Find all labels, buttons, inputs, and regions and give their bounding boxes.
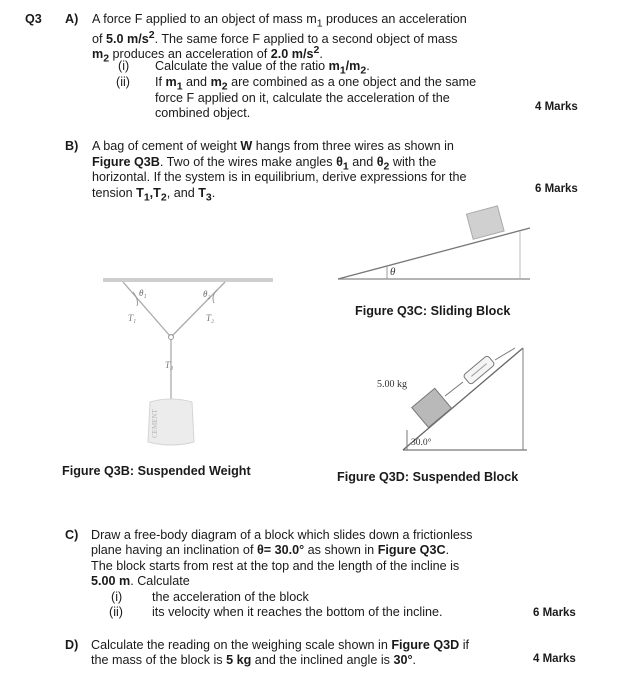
text-bold: T	[198, 186, 206, 200]
text: plane having an inclination of	[91, 543, 257, 557]
figure-q3c	[330, 195, 560, 290]
figure-q3d-caption: Figure Q3D: Suspended Block	[337, 470, 519, 484]
text: Calculate the value of the ratio	[155, 59, 329, 73]
cement-bag-label: CEMENT	[151, 409, 159, 438]
text: A bag of cement of weight	[92, 139, 241, 153]
figure-q3b	[95, 270, 280, 455]
part-c-line2	[91, 543, 449, 559]
sub: 2	[383, 160, 390, 173]
part-c-line3: The block starts from rest at the top and the length of the incline is	[91, 559, 460, 573]
text: .	[445, 543, 450, 557]
text-bold: T	[136, 186, 144, 200]
text-bold: W	[240, 139, 253, 153]
text: Calculate the reading on the weighing scale shown in	[91, 638, 392, 652]
text: .	[319, 47, 323, 62]
text: .	[211, 186, 216, 200]
arc-theta2	[213, 290, 217, 303]
part-b-line1	[92, 139, 454, 155]
text: and	[348, 155, 377, 169]
mass-label: 5.00 kg	[377, 379, 407, 390]
sub: 1	[176, 80, 183, 93]
sub: 1	[339, 64, 346, 77]
part-d-label: D)	[65, 638, 79, 652]
text: with the	[389, 155, 437, 169]
ceiling	[103, 278, 273, 282]
string	[445, 382, 463, 396]
part-a-ii-label: (ii)	[116, 75, 130, 89]
part-a-label: A)	[65, 12, 79, 26]
text: and	[182, 75, 211, 89]
sub: 2	[360, 64, 367, 77]
text: . The same force F applied to a second object of mass	[154, 32, 458, 47]
text-bold: Figure Q3C	[377, 543, 446, 557]
angle-label: 30.0°	[411, 438, 432, 448]
theta2-label: θ₂	[203, 289, 211, 299]
text-bold: m	[210, 75, 222, 89]
text-bold: Figure Q3D	[391, 638, 460, 652]
t2-label: T₂	[206, 313, 215, 323]
text-bold: 2.0 m/s	[270, 47, 314, 62]
text-bold: m	[92, 47, 104, 62]
t1-label: T₁	[128, 313, 137, 323]
text: .	[366, 59, 370, 73]
part-c-line1: Draw a free-body diagram of a block which slides down a frictionless	[91, 528, 473, 542]
sub: 3	[205, 191, 212, 204]
theta1-label: θ₁	[139, 288, 147, 298]
text: are combined as a one object and the same	[227, 75, 477, 89]
text-bold: θ	[376, 155, 384, 169]
figure-q3c-caption: Figure Q3C: Sliding Block	[355, 304, 511, 318]
sub: 2	[103, 52, 110, 65]
part-c-ii-label: (ii)	[109, 605, 123, 619]
part-c-line4	[91, 574, 190, 590]
part-a-ii-line3: combined object.	[155, 106, 251, 120]
text-bold: /m	[345, 59, 361, 73]
t3-label: T₃	[165, 360, 174, 370]
weighing-scale	[463, 355, 495, 385]
text: tension	[92, 186, 137, 200]
part-a-i-label: (i)	[118, 59, 130, 73]
block	[412, 388, 452, 427]
part-c-label: C)	[65, 528, 79, 542]
sup: 2	[313, 44, 320, 56]
text: and the inclined angle is	[251, 653, 394, 667]
part-c-marks: 6 Marks	[533, 607, 576, 619]
sup: 2	[148, 29, 155, 41]
sliding-block	[466, 206, 504, 239]
text: . Two of the wires make angles	[159, 155, 337, 169]
sub: 2	[221, 80, 228, 93]
text: produces an acceleration	[322, 12, 467, 26]
figure-q3b-caption: Figure Q3B: Suspended Weight	[62, 464, 251, 478]
part-b-line3: horizontal. If the system is in equilibrium, derive expressions for the	[92, 170, 467, 184]
knot	[169, 335, 174, 340]
part-b-marks: 6 Marks	[535, 183, 578, 195]
question-number: Q3	[25, 12, 42, 26]
part-d-line1	[91, 638, 469, 654]
text: produces an acceleration of	[109, 47, 271, 62]
part-b-label: B)	[65, 139, 79, 153]
text-bold: 5.00 m	[91, 574, 131, 588]
text: if	[459, 638, 470, 652]
incline-line	[403, 348, 523, 450]
text: hangs from three wires as shown in	[252, 139, 454, 153]
part-a-ii-line2: force F applied on it, calculate the acceleration of the	[155, 91, 450, 105]
text-bold: m	[328, 59, 340, 73]
text: A force F applied to an object of mass m	[92, 12, 317, 26]
sub: 2	[160, 191, 167, 204]
text-bold: θ	[336, 155, 343, 169]
text-bold: 5.0 m/s	[106, 32, 149, 47]
text: . Calculate	[130, 574, 190, 588]
text: .	[412, 653, 416, 667]
part-d-marks: 4 Marks	[533, 653, 576, 665]
text-bold: 5 kg	[226, 653, 252, 667]
part-d-line2	[91, 653, 416, 669]
sub: 1	[143, 191, 150, 204]
text: If	[155, 75, 166, 89]
text-bold: 30°	[393, 653, 413, 667]
part-a-marks: 4 Marks	[535, 101, 578, 113]
text-bold: ,	[149, 186, 154, 200]
sub: 1	[316, 17, 323, 30]
text-bold: θ= 30.0°	[256, 543, 305, 557]
text: the mass of the block is	[91, 653, 227, 667]
text-bold: Figure Q3B	[92, 155, 160, 169]
incline-line	[338, 228, 530, 279]
text-bold: T	[153, 186, 161, 200]
part-c-ii-text: its velocity when it reaches the bottom of the incline.	[152, 605, 443, 619]
text: as shown in	[304, 543, 378, 557]
figure-q3d	[355, 338, 535, 458]
text-bold: m	[165, 75, 177, 89]
text: of	[92, 32, 107, 47]
part-b-line4	[92, 186, 215, 206]
text: , and	[166, 186, 199, 200]
sub: 1	[342, 160, 349, 173]
part-c-i-text: the acceleration of the block	[152, 590, 309, 604]
theta-label: θ	[390, 266, 396, 278]
part-c-i-label: (i)	[111, 590, 123, 604]
